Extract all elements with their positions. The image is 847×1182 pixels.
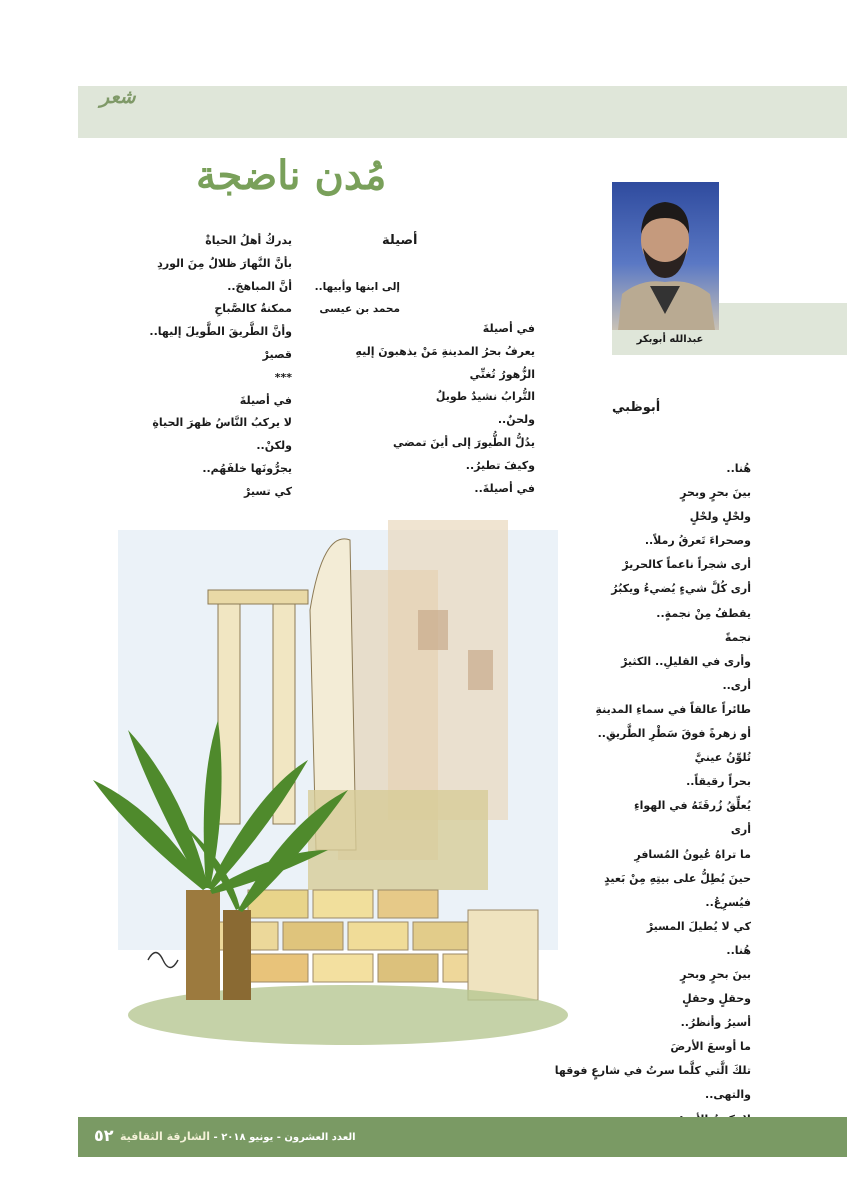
verse-line: بينَ بحرٍ وبحرٍ [680, 486, 751, 500]
verse-line: وأنَّ الطَّريقَ الطَّويلَ إليها.. [149, 325, 292, 339]
verse-line: نجمةً [724, 630, 751, 644]
verse-line: وأرى في القليلِ.. الكثيرْ [621, 654, 751, 668]
author-name: عبدالله أبوبكر [636, 334, 704, 345]
verse-line: كي لا يُطيلَ المسيرْ [646, 919, 751, 933]
verse-line: *** [274, 370, 292, 384]
page-number: ٥٢ [94, 1126, 114, 1145]
city-illustration [88, 490, 578, 1070]
footer-issue [120, 1130, 356, 1143]
section-label: شعر [100, 86, 136, 108]
verse-line: حينَ يُطِلُّ على بيتِهِ مِنْ بَعيدٍ [604, 871, 751, 885]
verse-line: أرى كُلَّ شيءٍ يُضيءُ ويكبُرُ [611, 582, 751, 596]
verse-line: طائراً عالقاً في سماءِ المدينةِ [595, 702, 751, 716]
verse-line: لا يركبُ النَّاسُ ظهرَ الحياةِ [152, 416, 292, 430]
verse-line: ولكنْ.. [256, 439, 292, 453]
verse-line: يعرفُ بحرُ المدينةِ مَنْ يذهبونَ إليهِ [355, 344, 535, 358]
verse-line: بأنَّ النَّهارَ ظلالٌ مِنَ الوردِ [157, 256, 292, 270]
verse-line: في أصيلةَ.. [474, 481, 535, 495]
issue-text: العدد العشرون - يونيو ٢٠١٨ - [213, 1132, 356, 1143]
page-title: مُدن ناضجة [196, 152, 387, 199]
verse-line: أرى.. [722, 678, 751, 692]
verse-line: يُعلِّقُ زُرقَتَهُ في الهواءِ [633, 799, 751, 813]
verse-line: في أصيلةَ [239, 393, 292, 407]
verse-line: قصيرْ [262, 347, 292, 361]
verse-line: أرى [730, 823, 751, 837]
verse-line: الزُّهورُ تُغنِّي [469, 367, 535, 381]
verse-line: فيُسرِعُ.. [705, 895, 751, 909]
verse-line: ولحنٌ.. [497, 413, 535, 427]
verse-line: يدركُ أهلُ الحياةْ [205, 234, 292, 247]
poem1-heading: أصيلة [382, 233, 418, 248]
verse-line: يدُلُّ الطُّيورَ إلى أينَ تمضي [393, 435, 535, 449]
verse-line: بينَ بحرٍ وبحرٍ [680, 967, 751, 981]
verse-line: أسيرُ وأنظرُ.. [680, 1016, 751, 1030]
poem2-heading: أبوظبي [612, 400, 661, 415]
verse-line: وكيفَ تطيرُ.. [465, 458, 535, 472]
poem1-left-column [92, 230, 292, 504]
verse-line: ما تراهُ عُيونُ المُسافرِ [634, 847, 751, 861]
verse-line: أو زهرةً فوقَ سَطْرِ الطَّريقِ.. [597, 727, 751, 741]
verse-line: والتهى.. [705, 1088, 751, 1102]
verse-line: وحقلٍ وحقلٍ [682, 992, 751, 1006]
verse-line: يجرُّونَها خلفَهُم.. [202, 461, 292, 475]
verse-line: تُلوِّنُ عينيَّ [694, 751, 751, 765]
verse-line: ما أوسعَ الأرضَ [670, 1040, 751, 1054]
verse-line: ممكنةٌ كالصَّباحِ [214, 302, 292, 316]
dedication-line: إلى ابنها وأبيها.. [314, 281, 400, 293]
magazine-brand: الشارقة الثقافية [120, 1130, 211, 1143]
verse-line: وصحراءَ تَعرقُ رملاً.. [644, 534, 751, 548]
verse-line: بحراً رقيقاً.. [686, 775, 751, 789]
verse-line: في أصيلةَ [482, 322, 535, 335]
verse-line: التُّرابُ نشيدٌ طويلٌ [435, 390, 535, 404]
dedication-line: محمد بن عيسى [319, 303, 400, 315]
verse-line: ولحْلٍ ولحْلٍ [689, 510, 751, 524]
verse-line: تلكَ الَّتي كلَّما سرتُ في شارعٍ فوقها [554, 1064, 751, 1078]
author-photo [612, 182, 719, 330]
verse-line: هُنا.. [726, 943, 751, 957]
verse-line: يقطفُ مِنْ نجمةٍ.. [656, 606, 751, 620]
verse-line: أرى شجراً ناعماً كالحريرْ [622, 558, 751, 572]
verse-line: كي تسيرْ [243, 484, 292, 498]
verse-line: أنَّ المباهجَ.. [227, 279, 292, 293]
header-band [78, 86, 847, 138]
verse-line: هُنا.. [726, 462, 751, 475]
